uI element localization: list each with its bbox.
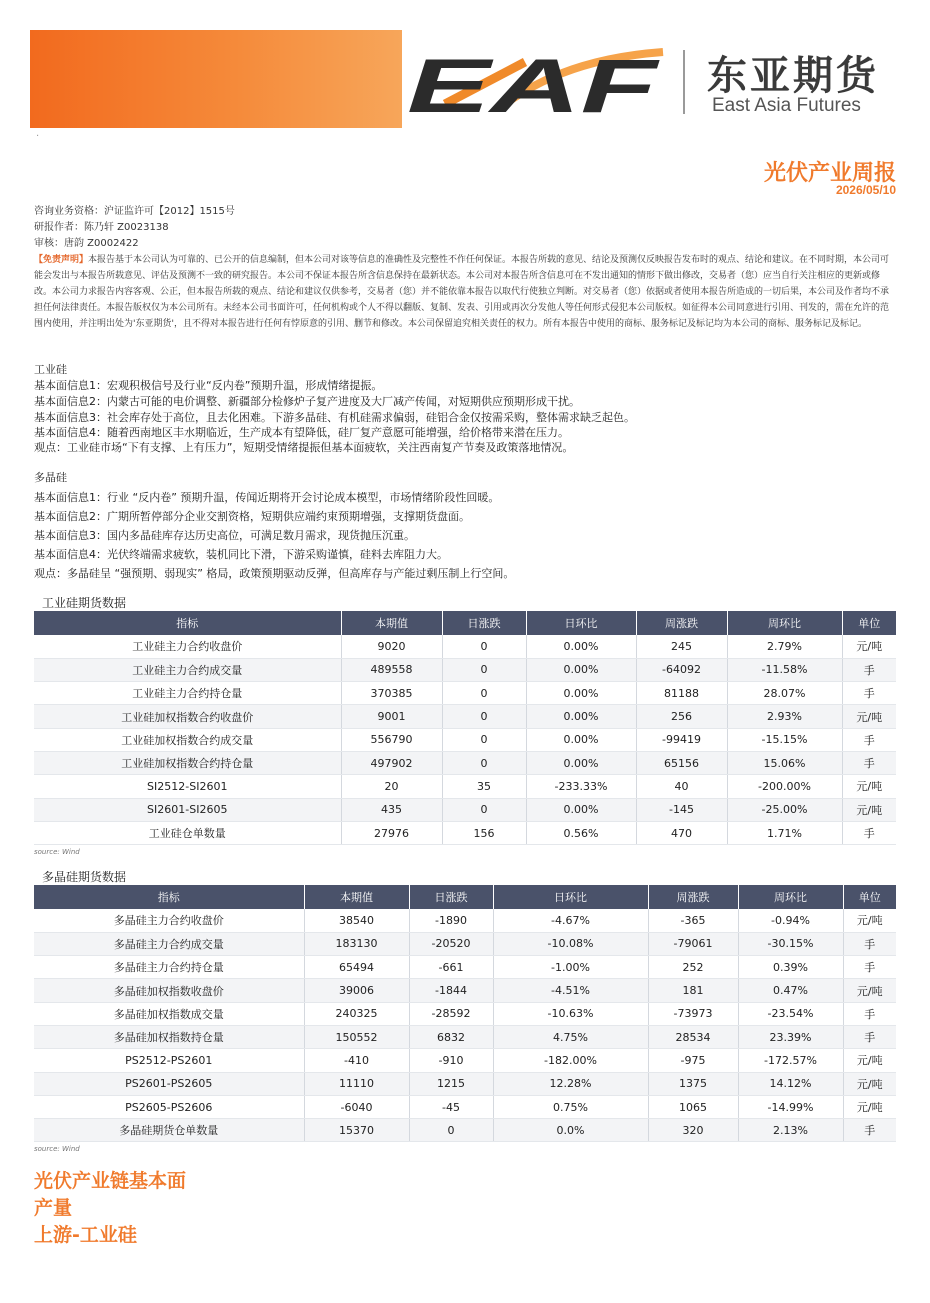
table-row [34, 798, 896, 821]
table-cell: -233.33% [526, 775, 636, 798]
column-header: 指标 [34, 885, 304, 909]
table-cell: 14.12% [738, 1072, 843, 1095]
table-cell: 0 [409, 1119, 493, 1142]
table-cell: 手 [842, 658, 896, 681]
table-cell: 256 [636, 705, 727, 728]
table-cell: 0.00% [526, 728, 636, 751]
table-cell: 多晶硅主力合约持仓量 [34, 956, 304, 979]
table-cell: 12.28% [493, 1072, 648, 1095]
table-cell: 0 [442, 705, 526, 728]
column-header: 日涨跌 [409, 885, 493, 909]
table-cell: 1215 [409, 1072, 493, 1095]
polysilicon-table [34, 885, 896, 1142]
table-cell: -25.00% [727, 798, 842, 821]
table-row [34, 821, 896, 844]
table-cell: -23.54% [738, 1002, 843, 1025]
industrial-silicon-view: 观点：工业硅市场“下有支撑、上有压力”，短期受情绪提振但基本面疲软，关注西南复产节奏及政策落地情况。 [34, 441, 574, 454]
table-cell: 0.0% [493, 1119, 648, 1142]
industrial-silicon-source: source: Wind [34, 848, 80, 856]
table-cell: 28534 [648, 1025, 738, 1048]
table-row [34, 932, 896, 955]
table-cell: 252 [648, 956, 738, 979]
logo-divider [683, 50, 685, 114]
table-cell: 0 [442, 751, 526, 774]
table-cell: -28592 [409, 1002, 493, 1025]
table-cell: PS2512-PS2601 [34, 1049, 304, 1072]
table-row [34, 682, 896, 705]
header-banner [30, 30, 402, 128]
table-cell: -145 [636, 798, 727, 821]
table-row [34, 956, 896, 979]
table-cell: 65156 [636, 751, 727, 774]
table-cell: 38540 [304, 909, 409, 932]
table-cell: 0.47% [738, 979, 843, 1002]
industrial-silicon-title: 工业硅 [34, 363, 67, 376]
table-cell: 27976 [341, 821, 442, 844]
table-cell: 245 [636, 635, 727, 658]
disclaimer [34, 252, 896, 332]
table-cell: 元/吨 [842, 635, 896, 658]
brand-name-cn: 东亚期货 [707, 53, 879, 99]
table-cell: 工业硅加权指数合约持仓量 [34, 751, 341, 774]
table-cell: -661 [409, 956, 493, 979]
table-cell: -365 [648, 909, 738, 932]
table-cell: 11110 [304, 1072, 409, 1095]
table-cell: 39006 [304, 979, 409, 1002]
industrial-silicon-info-4: 基本面信息4：随着西南地区丰水期临近，生产成本有望降低，硅厂复产意愿可能增强，给价格带来潜在压力。 [34, 426, 569, 439]
section-heading-industry-chain: 光伏产业链基本面 [34, 1170, 187, 1192]
table-cell: 497902 [341, 751, 442, 774]
table-cell: 元/吨 [842, 798, 896, 821]
table-row [34, 775, 896, 798]
table-cell: 2.13% [738, 1119, 843, 1142]
table-cell: -20520 [409, 932, 493, 955]
column-header: 周涨跌 [636, 611, 727, 635]
table-cell: 9020 [341, 635, 442, 658]
table-cell: 手 [843, 956, 896, 979]
table-cell: -10.63% [493, 1002, 648, 1025]
table-cell: -172.57% [738, 1049, 843, 1072]
column-header: 日涨跌 [442, 611, 526, 635]
table-cell: 多晶硅加权指数持仓量 [34, 1025, 304, 1048]
table-row [34, 1002, 896, 1025]
table-cell: 手 [842, 751, 896, 774]
table-cell: 元/吨 [843, 1049, 896, 1072]
polysilicon-info-4: 基本面信息4：光伏终端需求疲软，装机同比下滑，下游采购谨慎，硅料去库阻力大。 [34, 548, 448, 561]
table-cell: -200.00% [727, 775, 842, 798]
logo-text: EAF [407, 44, 662, 120]
table-cell: 4.75% [493, 1025, 648, 1048]
brand-name-en: East Asia Futures [712, 95, 861, 116]
table-cell: 0.00% [526, 798, 636, 821]
table-cell: 手 [842, 821, 896, 844]
table-cell: 23.39% [738, 1025, 843, 1048]
polysilicon-view: 观点：多晶硅呈 “强预期、弱现实” 格局，政策预期驱动反弹，但高库存与产能过剩压制上行空间。 [34, 567, 515, 580]
table-cell: 2.93% [727, 705, 842, 728]
table-cell: 手 [843, 1119, 896, 1142]
table-cell: -0.94% [738, 909, 843, 932]
table-cell: SI2601-SI2605 [34, 798, 341, 821]
table-cell: 15370 [304, 1119, 409, 1142]
table-cell: 多晶硅主力合约收盘价 [34, 909, 304, 932]
table-cell: 手 [843, 1025, 896, 1048]
table-cell: 2.79% [727, 635, 842, 658]
table-cell: 0.00% [526, 705, 636, 728]
table-cell: 工业硅加权指数合约收盘价 [34, 705, 341, 728]
industrial-silicon-table [34, 611, 896, 845]
table-cell: PS2605-PS2606 [34, 1095, 304, 1118]
table-cell: 150552 [304, 1025, 409, 1048]
industrial-silicon-table-caption: 工业硅期货数据 [42, 596, 127, 610]
table-row [34, 909, 896, 932]
table-cell: 0.39% [738, 956, 843, 979]
table-cell: 1065 [648, 1095, 738, 1118]
table-cell: -11.58% [727, 658, 842, 681]
table-cell: 手 [843, 932, 896, 955]
table-cell: -79061 [648, 932, 738, 955]
table-cell: 元/吨 [842, 705, 896, 728]
table-cell: 0.00% [526, 751, 636, 774]
table-cell: 6832 [409, 1025, 493, 1048]
column-header: 单位 [843, 885, 896, 909]
table-cell: -14.99% [738, 1095, 843, 1118]
column-header: 本期值 [304, 885, 409, 909]
polysilicon-source: source: Wind [34, 1145, 80, 1153]
table-cell: 工业硅主力合约持仓量 [34, 682, 341, 705]
table-cell: 40 [636, 775, 727, 798]
polysilicon-title: 多晶硅 [34, 471, 67, 484]
table-cell: 156 [442, 821, 526, 844]
table-cell: 元/吨 [843, 1095, 896, 1118]
column-header: 周环比 [727, 611, 842, 635]
table-row [34, 1049, 896, 1072]
table-cell: 435 [341, 798, 442, 821]
table-cell: -1.00% [493, 956, 648, 979]
table-row [34, 979, 896, 1002]
disclaimer-tag: 【免责声明】 [34, 255, 89, 265]
table-cell: 工业硅加权指数合约成交量 [34, 728, 341, 751]
table-cell: 多晶硅主力合约成交量 [34, 932, 304, 955]
table-cell: -1844 [409, 979, 493, 1002]
table-cell: 183130 [304, 932, 409, 955]
table-row [34, 1119, 896, 1142]
table-row [34, 1072, 896, 1095]
author-line: 研报作者：陈乃轩 Z0023138 [34, 222, 169, 233]
polysilicon-info-3: 基本面信息3：国内多晶硅库存达历史高位，可满足数月需求，现货抛压沉重。 [34, 529, 415, 542]
table-cell: -1890 [409, 909, 493, 932]
eaf-logo [405, 42, 665, 120]
table-row [34, 751, 896, 774]
column-header: 指标 [34, 611, 341, 635]
table-cell: -10.08% [493, 932, 648, 955]
table-cell: -182.00% [493, 1049, 648, 1072]
table-cell: 工业硅仓单数量 [34, 821, 341, 844]
table-cell: 556790 [341, 728, 442, 751]
table-cell: -99419 [636, 728, 727, 751]
table-cell: 0 [442, 728, 526, 751]
table-cell: -64092 [636, 658, 727, 681]
qualification-line: 咨询业务资格：沪证监许可【2012】1515号 [34, 206, 235, 217]
table-cell: 370385 [341, 682, 442, 705]
polysilicon-table-caption: 多晶硅期货数据 [42, 870, 127, 884]
column-header: 本期值 [341, 611, 442, 635]
table-cell: 35 [442, 775, 526, 798]
table-cell: 0 [442, 658, 526, 681]
table-row [34, 705, 896, 728]
table-cell: -73973 [648, 1002, 738, 1025]
table-cell: 28.07% [727, 682, 842, 705]
table-cell: -45 [409, 1095, 493, 1118]
table-cell: 320 [648, 1119, 738, 1142]
table-cell: 元/吨 [843, 979, 896, 1002]
table-cell: 81188 [636, 682, 727, 705]
table-cell: 489558 [341, 658, 442, 681]
reviewer-line: 审核：唐韵 Z0002422 [34, 238, 139, 249]
table-cell: -975 [648, 1049, 738, 1072]
table-cell: 181 [648, 979, 738, 1002]
table-cell: 0.00% [526, 635, 636, 658]
table-cell: 手 [842, 728, 896, 751]
table-cell: SI2512-SI2601 [34, 775, 341, 798]
section-heading-upstream: 上游-工业硅 [34, 1224, 137, 1246]
industrial-silicon-info-1: 基本面信息1：宏观积极信号及行业“反内卷”预期升温，形成情绪提振。 [34, 379, 383, 392]
table-cell: 0.75% [493, 1095, 648, 1118]
table-row [34, 1095, 896, 1118]
table-cell: 20 [341, 775, 442, 798]
table-row [34, 728, 896, 751]
table-cell: -15.15% [727, 728, 842, 751]
table-cell: 0.00% [526, 658, 636, 681]
industrial-silicon-info-2: 基本面信息2：内蒙古可能的电价调整、新疆部分检修炉子复产进度及大厂减产传闻，对短期供应预期形成干扰。 [34, 395, 580, 408]
column-header: 日环比 [526, 611, 636, 635]
table-row [34, 1025, 896, 1048]
table-cell: 元/吨 [842, 775, 896, 798]
table-cell: PS2601-PS2605 [34, 1072, 304, 1095]
table-cell: 240325 [304, 1002, 409, 1025]
polysilicon-info-1: 基本面信息1：行业 “反内卷” 预期升温，传闻近期将开会讨论成本模型，市场情绪阶段性回暖。 [34, 491, 500, 504]
table-cell: -910 [409, 1049, 493, 1072]
column-header: 单位 [842, 611, 896, 635]
table-cell: -6040 [304, 1095, 409, 1118]
table-cell: 9001 [341, 705, 442, 728]
page-mark: . [36, 128, 40, 139]
table-cell: -4.51% [493, 979, 648, 1002]
table-cell: 元/吨 [843, 1072, 896, 1095]
report-title: 光伏产业周报 [763, 161, 896, 186]
table-cell: 元/吨 [843, 909, 896, 932]
table-cell: 0 [442, 798, 526, 821]
table-cell: 470 [636, 821, 727, 844]
table-cell: 多晶硅加权指数收盘价 [34, 979, 304, 1002]
table-cell: 手 [843, 1002, 896, 1025]
table-cell: 多晶硅期货仓单数量 [34, 1119, 304, 1142]
table-cell: 多晶硅加权指数成交量 [34, 1002, 304, 1025]
table-cell: 0.56% [526, 821, 636, 844]
table-cell: -410 [304, 1049, 409, 1072]
table-cell: 工业硅主力合约成交量 [34, 658, 341, 681]
table-cell: 工业硅主力合约收盘价 [34, 635, 341, 658]
column-header: 周环比 [738, 885, 843, 909]
table-cell: 65494 [304, 956, 409, 979]
table-cell: -4.67% [493, 909, 648, 932]
disclaimer-text: 本报告基于本公司认为可靠的、已公开的信息编制，但本公司对该等信息的准确性及完整性不作任何保证。本报告所载的意见、结论及预测仅反映报告发布时的观点、结论和建议。在不同时期，本公司可能会发出与本报告所载意见、评估及预测不一致的研究报告。本公司不保证本报告所含信息保持在最新状态。本公司对本报告所含信息可在不发出通知的情形下做出修改，交易者（您）应当自行关注相应的更新或修改。本公司力求报告内容客观、公正，但本报告所载的观点、结论和建议仅供参考，交易者（您）并不能依靠本报告以取代行使独立判断。对交易者（您）依据或者使用本报告所造成的一切后果，本公司及作者均不承担任何法律责任。本报告版权仅为本公司所有。未经本公司书面许可，任何机构或个人不得以翻版、复制、发表、引用或再次分发他人等任何形式侵犯本公司版权。如征得本公司同意进行引用、刊发的，需在允许的范围内使用，并注明出处为'东亚期货'，且不得对本报告进行任何有悖原意的引用、删节和修改。本公司保留追究相关责任的权力。所有本报告中使用的商标、服务标记及标记均为本公司的商标、服务标记及标记。 [34, 255, 890, 329]
table-cell: 1375 [648, 1072, 738, 1095]
column-header: 周涨跌 [648, 885, 738, 909]
industrial-silicon-info-3: 基本面信息3：社会库存处于高位，且去化困难。下游多晶硅、有机硅需求偏弱，硅铝合金仅按需采购，整体需求缺乏起色。 [34, 411, 635, 424]
report-date: 2026/05/10 [835, 183, 896, 197]
table-cell: 手 [842, 682, 896, 705]
table-cell: -30.15% [738, 932, 843, 955]
column-header: 日环比 [493, 885, 648, 909]
table-row [34, 635, 896, 658]
table-cell: 0.00% [526, 682, 636, 705]
table-cell: 0 [442, 635, 526, 658]
table-cell: 0 [442, 682, 526, 705]
table-cell: 1.71% [727, 821, 842, 844]
table-row [34, 658, 896, 681]
polysilicon-info-2: 基本面信息2：广期所暂停部分企业交割资格，短期供应端约束预期增强，支撑期货盘面。 [34, 510, 470, 523]
table-cell: 15.06% [727, 751, 842, 774]
section-heading-output: 产量 [34, 1197, 73, 1219]
